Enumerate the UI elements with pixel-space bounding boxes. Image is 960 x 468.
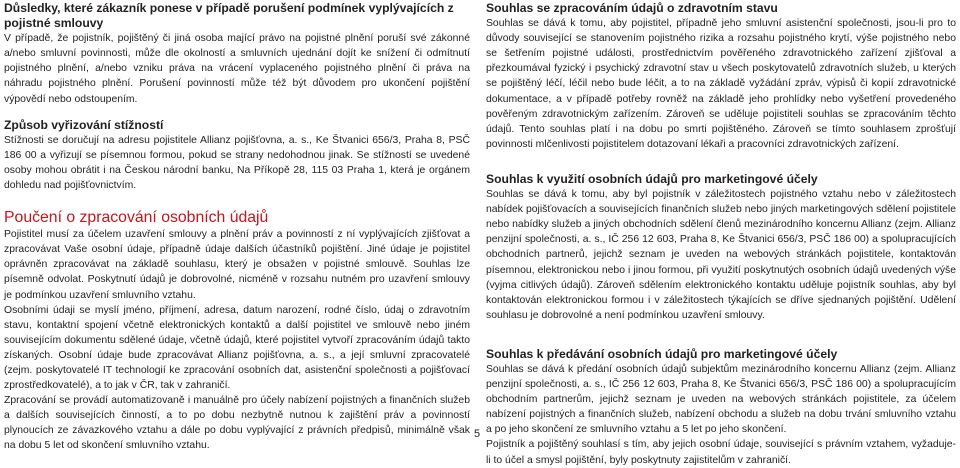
paragraph-marketing-transfer-1: Souhlas se dává k předání osobních údajů subjektům mezinárodního koncernu Allianz (zejm. Allianz penzijní společnosti, a. s., IČ 256 12 603, Praha 8, Ke Štvanici 656/3, PSČ 186 00) a spolupracujícím obchodním partnerům, jejichž seznam je uveden na webových stránkách pojistitele, za účelem nabízení pojistných a finančních služeb, nabízení obchodu a služeb na dobu trvání smluvního vztahu a po jeho skončení ze smluvního vztahu a 5 let po jeho skončení. [486,363,956,436]
section-title-consequences: Důsledky, které zákazník ponese v případě porušení podmínek vyplývajících z pojistné smlouvy [4,1,454,31]
paragraph-personal-data-3: Zpracování se provádí automatizovaně i manuálně pro účely nabízení pojistných a finančních služeb a dalších souvisejících činností, a to po dobu nezbytně nutnou k zajištění práv a povinností plynoucích ze závazkového vztahu a dále po dobu vyplývající z právních předpisů, minimálně však na dobu 5 let od skončení smluvního vztahu. [4,395,470,452]
section-title-marketing-use: Souhlas k využití osobních údajů pro marketingové účely [486,171,818,186]
section-title-health-consent: Souhlas se zpracováním údajů o zdravotním stavu [486,1,778,15]
section-title-personal-data: Poučení o zpracování osobních údajů [4,209,269,227]
right-column [486,1,956,468]
paragraph-marketing-transfer-2: Pojistník a pojištěný souhlasí s tím, aby jejich osobní údaje, související s právním vztahem, vyžaduje-li to účel a smysl pojištění, byly poskytnuty zajistitelům v zahraničí. [486,439,956,466]
page-number: 5 [474,428,481,440]
section-title-complaints: Způsob vyřizování stížností [4,117,164,132]
left-column [4,1,470,454]
paragraph-consequences: V případě, že pojistník, pojištěný či jiná osoba mající právo na pojistné plnění poruší své zákonné a/nebo smluvní povinnosti, může dle okolností a smluvních ujednání dojít ke snížení či odmítnutí pojistného plnění, a/nebo vzniku práva na vrácení vyplaceného pojistného plnění či práva na náhradu pojistného plnění. Porušení povinností může též být důvodem pro ukončení pojištění výpovědí nebo odstoupením. [4,33,470,105]
paragraph-marketing-use: Souhlas se dává k tomu, aby byl pojistník v záležitostech pojistného vztahu nebo v záležitostech nabídek pojišťovacích a souvisejících finančních služeb nebo jiných marketingových sdělení pojistitele nebo nabídky služeb a jiných obchodních sdělení členů mezinárodního koncernu Allianz (zejm. Allianz penzijní společnosti, a. s., IČ 256 12 603, Praha 8, Ke Štvanici 656/3, PSČ 186 00) a spolupracujících obchodních partnerů, jejichž seznam je uveden na webových stránkách pojistitele, kontaktován písemnou, elektronickou nebo i jinou formou, při využití poskytnutých osobních údajů uvedených výše (vyjma citlivých údajů). Zároveň sdělením elektronického kontaktu uděluje pojistník souhlas, aby byl kontaktován elektronickou formou i v záležitostech týkajících se dříve sjednaných pojištění. Udělení souhlasu je dobrovolné a není podmínkou uzavření smlouvy. [486,189,956,321]
paragraph-personal-data-1: Pojistitel musí za účelem uzavření smlouvy a plnění práv a povinností z ní vyplývajících zjišťovat a zpracovávat Vaše osobní údaje, případně údaje dalších účastníků pojištění. Jiné údaje je pojistitel oprávněn zpracovávat na základě souhlasu, který je obsažen v pojistné smlouvě. Souhlas lze písemně odvolat. Poskytnutí údajů je dobrovolné, nicméně v rozsahu nutném pro uzavření smlouvy je podmínkou uzavření smluvního vztahu. [4,229,470,301]
paragraph-health-consent: Souhlas se dává k tomu, aby pojistitel, případně jeho smluvní asistenční společnosti, jsou-li pro to důvody související se stanovením pojistného rizika a rozsahu pojistného krytí, výše pojistného nebo se šetřením pojistné události, prostřednictvím pověřeného zdravotnického zařízení zjišťoval a přezkoumával fyzický i psychický zdravotní stav u všech poskytovatelů zdravotních služeb, u kterých se pojištěný léčí, léčil nebo bude léčit, a to na základě vyžádání zpráv, výpisů či kopií zdravotnické dokumentace, a v případě potřeby rovněž na základě jeho prohlídky nebo vyšetření provedeného pověřeným zdravotnickým zařízením. Zároveň se uděluje pojistiteli souhlas se zpracováním těchto údajů. Tento souhlas platí i na dobu po smrti pojištěného. Zároveň se tímto souhlasem zprošťují povinnosti mlčenlivosti pojistitelem dotazovaní lékaři a pracovníci zdravotnických zařízení. [486,18,956,150]
paragraph-personal-data-2: Osobními údaji se myslí jméno, příjmení, adresa, datum narození, rodné číslo, údaj o zdravotním stavu, kontaktní spojení včetně elektronických kontaktů a další pojistitel ve smlouvě nebo jiném souvisejícím dokumentu sdělené údaje, včetně údajů, které pojistitel vytvoří zpracováním údajů takto získaných. Osobní údaje bude zpracovávat Allianz pojišťovna, a. s., a její smluvní zpracovatelé (zejm. poskytovatelé IT technologií ke zpracování osobních dat, asistenční společnosti a pojišťovací zprostředkovatelé), a to jak v ČR, tak v zahraničí. [4,304,470,392]
paragraph-complaints: Stížnosti se doručují na adresu pojistitele Allianz pojišťovna, a. s., Ke Štvanici 656/3, Praha 8, PSČ 186 00 a vyřizují se písemnou formou, pokud se strany nedohodnou jinak. Se stížností se uvedené osoby mohou obrátit i na Českou národní banku, Na Příkopě 28, 115 03 Praha 1, která je orgánem dohledu nad pojišťovnictvím. [4,134,470,192]
section-title-marketing-transfer: Souhlas k předávání osobních údajů pro marketingové účely [486,346,838,361]
